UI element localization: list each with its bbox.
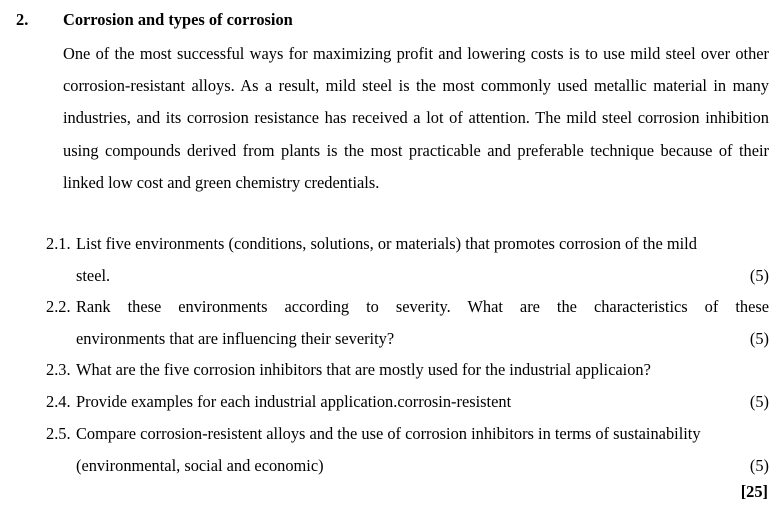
question-2-2 [46,291,769,354]
question-text-continued: environments that are influencing their severity? [76,328,395,348]
question-marks: (5) [749,392,769,411]
question-text: Compare corrosion-resistent alloys and the use of corrosion inhibitors in terms of sustainability [76,424,701,443]
question-number: 2.4. [46,392,71,411]
question-text-continued: steel. [76,265,111,285]
question-number: 2.5. [46,424,71,443]
question-2-5 [46,418,769,481]
section-title: Corrosion and types of corrosion [63,10,293,29]
total-marks: [25] [740,482,768,501]
question-text-continued: (environmental, social and economic) [76,455,324,475]
question-number: 2.2. [46,297,71,316]
question-marks: (5) [749,265,769,285]
question-text: What are the five corrosion inhibitors that are mostly used for the industrial applicaion? [76,360,651,379]
question-text: Provide examples for each industrial application.corrosin-resistent [76,392,512,411]
question-text: List five environments (conditions, solutions, or materials) that promotes corrosion of the mild [76,234,697,253]
question-marks: (5) [749,328,769,348]
question-2-4 [46,386,769,418]
question-2-1 [46,228,769,291]
question-marks: (5) [749,455,769,475]
question-number: 2.1. [46,234,71,253]
question-text: Rank these environments according to severity. What are the characteristics of these [76,297,769,316]
section-number: 2. [16,10,29,29]
question-number: 2.3. [46,360,71,379]
section-intro: One of the most successful ways for maximizing profit and lowering costs is to use mild steel over other corrosion-resistant alloys. As a result, mild steel is the most commonly used metallic material in many industries, and its corrosion resistance has received a lot of attention. The mild steel corrosion inhibition using compounds derived from plants is the most practicable and preferable technique because of their linked low cost and green chemistry credentials. [63,44,769,192]
question-2-3 [46,354,769,386]
